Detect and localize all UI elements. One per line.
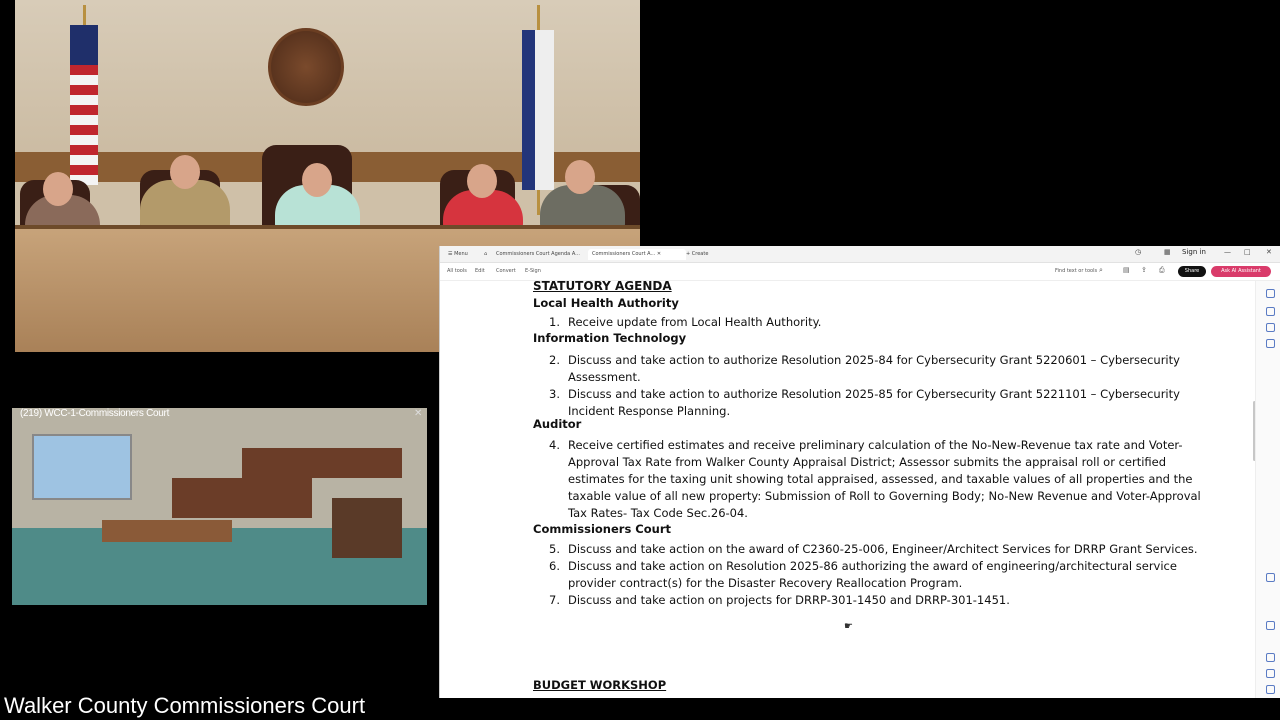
item-number: 4. [549, 438, 560, 452]
find-input[interactable]: Find text or tools [1055, 268, 1098, 274]
close-icon[interactable]: ✕ [414, 408, 423, 419]
save-icon[interactable]: ▤ [1123, 266, 1130, 274]
agenda-item: Discuss and take action to authorize Resolution 2025-84 for Cybersecurity Grant 5220601 – Cybersecurity Assessment. [568, 353, 1180, 384]
right-tools-sidebar [1255, 281, 1280, 698]
minimize-icon[interactable]: — [1224, 248, 1231, 256]
maximize-icon[interactable]: □ [1244, 248, 1251, 256]
projection-screen [32, 434, 132, 500]
group-heading: Information Technology [533, 331, 687, 345]
all-tools-button[interactable]: All tools [447, 268, 467, 274]
fit-page-icon[interactable] [1266, 685, 1275, 694]
comment-icon[interactable] [1266, 289, 1275, 298]
item-number: 2. [549, 353, 560, 367]
tab-agenda-active[interactable]: Commissioners Court A... ✕ [588, 249, 686, 260]
agenda-item: Discuss and take action on the award of C2360-25-006, Engineer/Architect Services for DRRP Grant Services. [568, 542, 1198, 556]
county-seal-image [268, 28, 344, 106]
agenda-item: Receive certified estimates and receive preliminary calculation of the No-New-Revenue tax rate and Voter-Approval Tax Rate from Walker County Appraisal District; Assessor submits the appraisal roll or certified estimates for the taxing unit showing total appraised, assessed, and taxable values of all properties and the taxable value of all new property: Submission of Roll to Governing Body; No-New Revenue and Voter-Approval Tax Rates- Tax Code Sec.26-04. [568, 438, 1201, 520]
ai-assistant-button[interactable]: Ask AI Assistant [1211, 266, 1271, 277]
tab-create[interactable]: + Create [686, 251, 709, 257]
audience-camera-feed [12, 408, 427, 605]
next-section-title: BUDGET WORKSHOP [533, 678, 667, 692]
search-icon[interactable]: ⌕ [1099, 266, 1103, 274]
group-heading: Local Health Authority [533, 296, 679, 310]
section-title: STATUTORY AGENDA [533, 279, 672, 293]
bookmark-icon[interactable] [1266, 323, 1275, 332]
group-heading: Auditor [533, 417, 582, 431]
tab-menu[interactable]: ☰ Menu [448, 251, 468, 257]
close-window-icon[interactable]: ✕ [1266, 248, 1272, 256]
item-number: 3. [549, 387, 560, 401]
tab-home-icon[interactable]: ⌂ [484, 251, 488, 257]
convert-button[interactable]: Convert [496, 268, 516, 274]
agenda-item: Discuss and take action on Resolution 2025-86 authorizing the award of engineering/architectural service provider contract(s) for the Disaster Recovery Reallocation Program. [568, 559, 1177, 590]
pages-icon[interactable] [1266, 339, 1275, 348]
item-number: 6. [549, 559, 560, 573]
item-number: 1. [549, 315, 560, 329]
agenda-item: Discuss and take action on projects for DRRP-301-1450 and DRRP-301-1451. [568, 593, 1010, 607]
mouse-cursor-icon: ☛ [844, 621, 853, 632]
upload-icon[interactable]: ⇪ [1141, 266, 1147, 274]
refresh-icon[interactable] [1266, 621, 1275, 630]
esign-button[interactable]: E-Sign [525, 268, 541, 274]
pdf-viewer-window [439, 246, 1280, 698]
apps-icon[interactable]: ▦ [1164, 248, 1171, 256]
menu-icon: ☰ [448, 251, 455, 257]
pip-camera-label: (219) WCC-1-Commissioners Court [20, 408, 170, 419]
agenda-item: Discuss and take action to authorize Resolution 2025-85 for Cybersecurity Grant 5221101 – Cybersecurity Incident Response Planning. [568, 387, 1180, 418]
zoom-out-icon[interactable] [1266, 669, 1275, 678]
zoom-in-icon[interactable] [1266, 653, 1275, 662]
history-icon[interactable]: ◷ [1135, 248, 1142, 256]
share-button[interactable]: Share [1178, 266, 1206, 277]
edit-button[interactable]: Edit [475, 268, 485, 274]
tab-agenda[interactable]: Commissioners Court Agenda A... [496, 251, 580, 257]
sign-in-link[interactable]: Sign in [1182, 248, 1206, 256]
tab-bar [440, 246, 1280, 263]
page-up-icon[interactable] [1266, 573, 1275, 582]
print-icon[interactable]: ⎙ [1159, 266, 1165, 274]
agenda-item: Receive update from Local Health Authority. [568, 315, 822, 329]
item-number: 7. [549, 593, 560, 607]
edit-tool-icon[interactable] [1266, 307, 1275, 316]
document-page [440, 281, 1255, 698]
group-heading: Commissioners Court [533, 522, 671, 536]
texas-flag-image [522, 30, 554, 190]
item-number: 5. [549, 542, 560, 556]
us-flag-image [70, 25, 98, 185]
broadcast-caption: Walker County Commissioners Court [0, 692, 373, 720]
